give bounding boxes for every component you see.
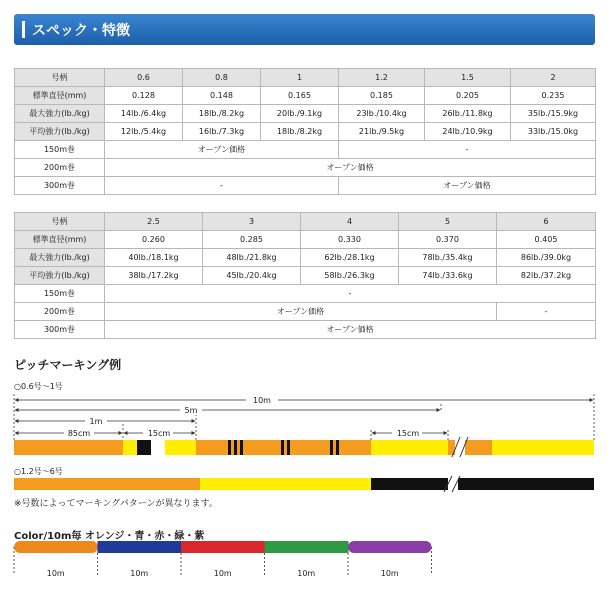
table-cell: 14lb./6.4kg bbox=[105, 105, 183, 123]
row-label: 200m巻 bbox=[15, 303, 105, 321]
table-cell: 4 bbox=[301, 213, 399, 231]
table-cell: 1.5 bbox=[425, 69, 511, 87]
color-title: Color/10m毎 オレンジ・青・赤・緑・紫 bbox=[14, 531, 205, 542]
color-segment bbox=[348, 541, 432, 553]
table-cell: 0.185 bbox=[339, 87, 425, 105]
table-cell: 12lb./5.4kg bbox=[105, 123, 183, 141]
color-bar bbox=[14, 541, 432, 578]
table-cell: 2 bbox=[511, 69, 596, 87]
segment-length-label: 10m bbox=[46, 569, 65, 578]
row-label: 標準直径(mm) bbox=[15, 87, 105, 105]
table-cell: オープン価格 bbox=[339, 177, 596, 195]
table-cell: - bbox=[105, 285, 596, 303]
row-label: 200m巻 bbox=[15, 159, 105, 177]
table-cell: 0.285 bbox=[203, 231, 301, 249]
table-cell: 16lb./7.3kg bbox=[183, 123, 261, 141]
table-cell: 23lb./10.4kg bbox=[339, 105, 425, 123]
table-cell: 74lb./33.6kg bbox=[399, 267, 497, 285]
table-cell: 1.2 bbox=[339, 69, 425, 87]
table-cell: 18lb./8.2kg bbox=[261, 123, 339, 141]
row-label: 150m巻 bbox=[15, 141, 105, 159]
table-cell: 0.148 bbox=[183, 87, 261, 105]
dim-1m-label: 1m bbox=[89, 417, 103, 426]
dim-10m-label: 10m bbox=[253, 396, 271, 405]
table-cell: 78lb./35.4kg bbox=[399, 249, 497, 267]
table-cell: 0.128 bbox=[105, 87, 183, 105]
segment-length-label: 10m bbox=[380, 569, 399, 578]
table-cell: 1 bbox=[261, 69, 339, 87]
table-cell: 0.370 bbox=[399, 231, 497, 249]
table-cell: 48lb./21.8kg bbox=[203, 249, 301, 267]
segment-length-label: 10m bbox=[213, 569, 232, 578]
row-label: 300m巻 bbox=[15, 321, 105, 339]
line-pattern-a bbox=[14, 437, 594, 457]
table-cell: 0.165 bbox=[261, 87, 339, 105]
segment-length-label: 10m bbox=[297, 569, 316, 578]
table-cell: 18lb./8.2kg bbox=[183, 105, 261, 123]
spec-title: スペック・特徴 bbox=[32, 23, 130, 39]
pattern-a-label: ○0.6号～1号 bbox=[14, 382, 63, 391]
row-label: 300m巻 bbox=[15, 177, 105, 195]
table-cell: 0.8 bbox=[183, 69, 261, 87]
table-cell: 0.330 bbox=[301, 231, 399, 249]
table-cell: 号柄 bbox=[15, 69, 105, 87]
line-pattern-b bbox=[14, 476, 594, 492]
row-label: 最大強力(lb./kg) bbox=[15, 105, 105, 123]
table-cell: 40lb./18.1kg bbox=[105, 249, 203, 267]
pitch-marking-title: ピッチマーキング例 bbox=[14, 358, 122, 372]
table-cell: - bbox=[497, 303, 596, 321]
table-cell: オープン価格 bbox=[105, 321, 596, 339]
row-label: 150m巻 bbox=[15, 285, 105, 303]
table-cell: 24lb./10.9kg bbox=[425, 123, 511, 141]
pattern-b-label: ○1.2号～6号 bbox=[14, 467, 63, 476]
table-cell: 33lb./15.0kg bbox=[511, 123, 596, 141]
table-cell: 20lb./9.1kg bbox=[261, 105, 339, 123]
table-cell: - bbox=[105, 177, 339, 195]
table-cell: 号柄 bbox=[15, 213, 105, 231]
dim-15cm-label: 15cm bbox=[147, 429, 171, 438]
row-label: 標準直径(mm) bbox=[15, 231, 105, 249]
table-cell: 2.5 bbox=[105, 213, 203, 231]
color-segment bbox=[14, 541, 98, 553]
pattern-note: ※号数によってマーキングパターンが異なります。 bbox=[14, 499, 218, 509]
row-label: 最大強力(lb./kg) bbox=[15, 249, 105, 267]
table-cell: 3 bbox=[203, 213, 301, 231]
dim-5m-label: 5m bbox=[184, 406, 198, 415]
table-cell: オープン価格 bbox=[105, 159, 596, 177]
dim-85cm-label: 85cm bbox=[67, 429, 91, 438]
table-cell: 0.235 bbox=[511, 87, 596, 105]
table-cell: 82lb./37.2kg bbox=[497, 267, 596, 285]
table-cell: 26lb./11.8kg bbox=[425, 105, 511, 123]
color-segment bbox=[265, 541, 349, 553]
table-cell: 35lb./15.9kg bbox=[511, 105, 596, 123]
table-cell: 0.260 bbox=[105, 231, 203, 249]
table-cell: - bbox=[339, 141, 596, 159]
segment-length-label: 10m bbox=[130, 569, 149, 578]
table-cell: 38lb./17.2kg bbox=[105, 267, 203, 285]
table-cell: オープン価格 bbox=[105, 303, 497, 321]
table-cell: オープン価格 bbox=[105, 141, 339, 159]
table-cell: 0.6 bbox=[105, 69, 183, 87]
color-segment bbox=[181, 541, 265, 553]
table-cell: 0.405 bbox=[497, 231, 596, 249]
row-label: 平均強力(lb./kg) bbox=[15, 123, 105, 141]
table-cell: 45lb./20.4kg bbox=[203, 267, 301, 285]
table-cell: 6 bbox=[497, 213, 596, 231]
dim-15cm-label-2: 15cm bbox=[396, 429, 420, 438]
table-cell: 21lb./9.5kg bbox=[339, 123, 425, 141]
table-cell: 5 bbox=[399, 213, 497, 231]
table-cell: 58lb./26.3kg bbox=[301, 267, 399, 285]
table-cell: 62lb./28.1kg bbox=[301, 249, 399, 267]
color-segment bbox=[98, 541, 182, 553]
row-label: 平均強力(lb./kg) bbox=[15, 267, 105, 285]
table-cell: 86lb./39.0kg bbox=[497, 249, 596, 267]
table-cell: 0.205 bbox=[425, 87, 511, 105]
